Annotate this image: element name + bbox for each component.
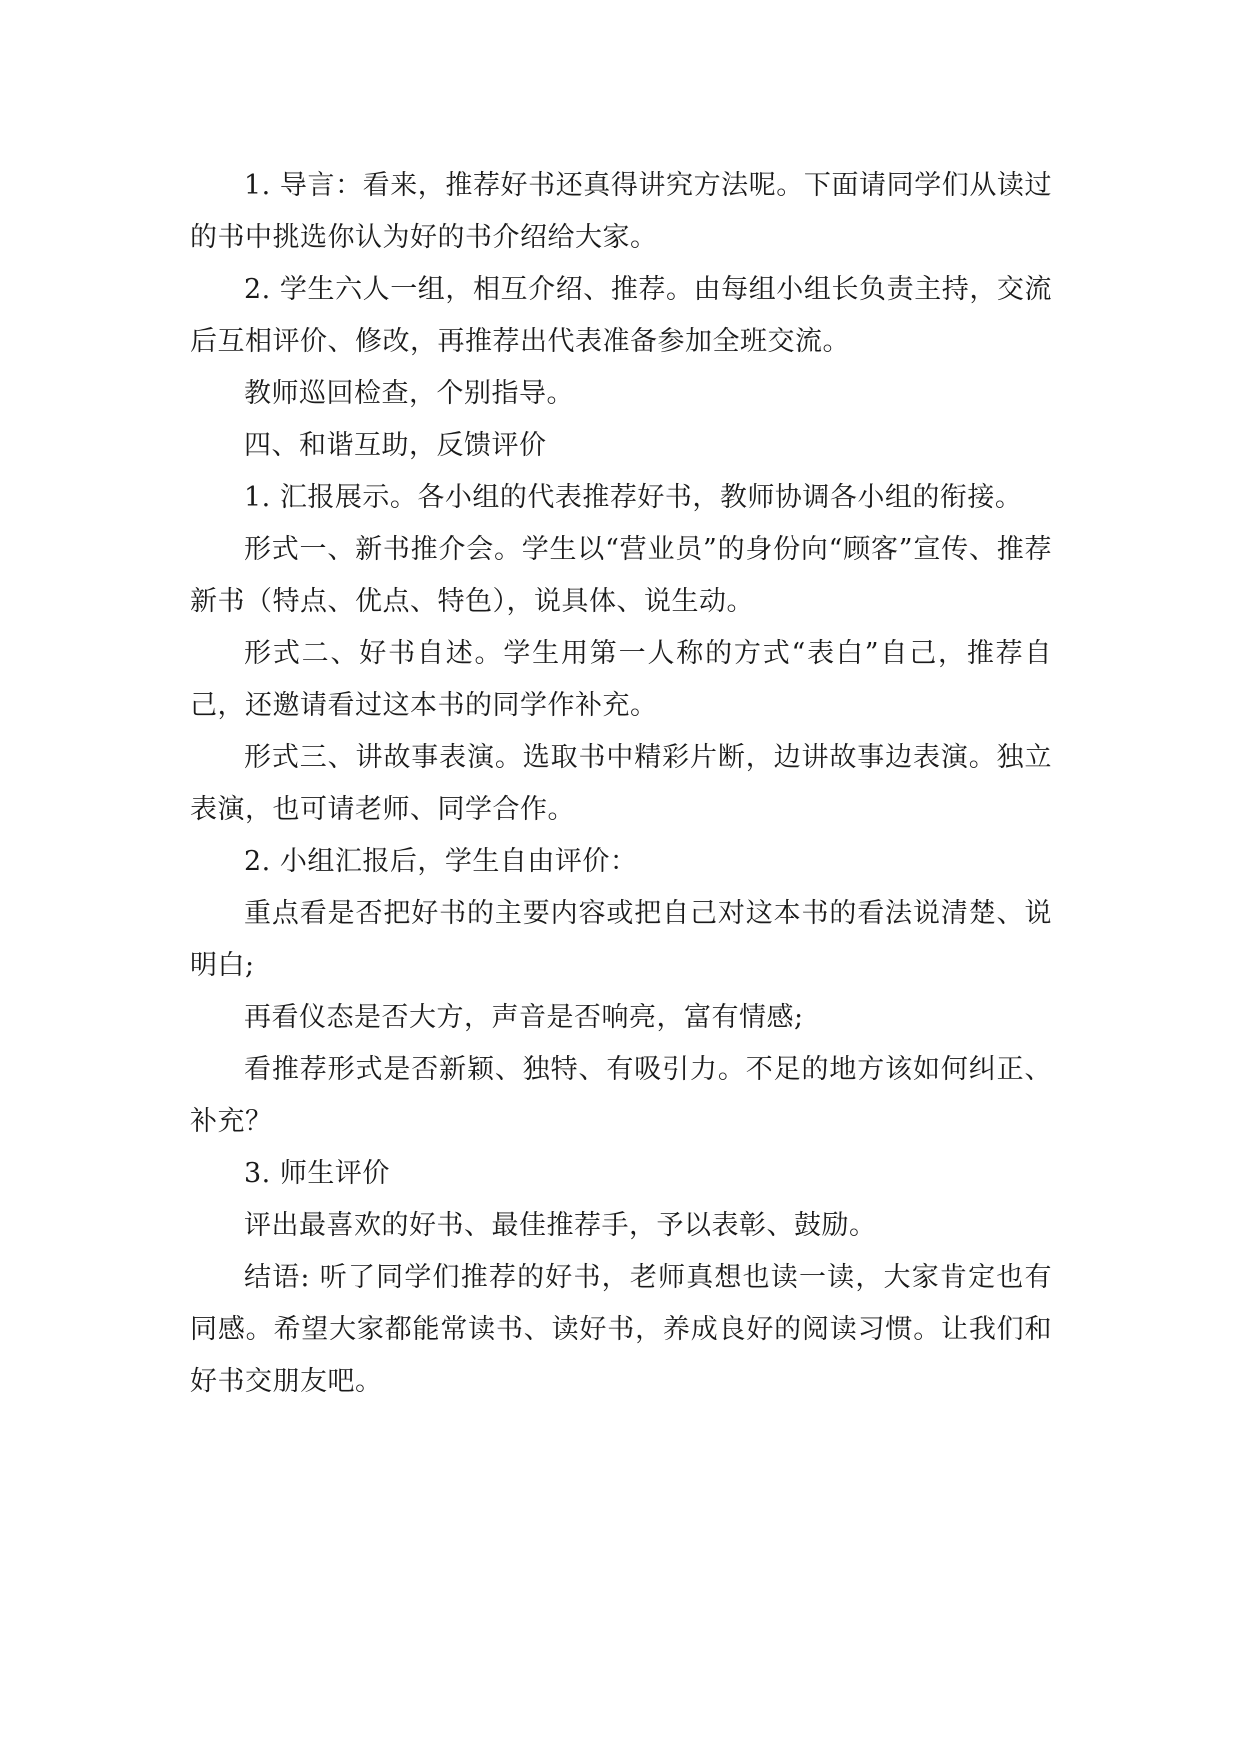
paragraph-criteria-form: 看推荐形式是否新颖、独特、有吸引力。不足的地方该如何纠正、补充？	[190, 1054, 1052, 1137]
section-heading-feedback: 四、和谐互助，反馈评价	[244, 430, 547, 461]
paragraph-awards: 评出最喜欢的好书、最佳推荐手，予以表彰、鼓励。	[244, 1210, 877, 1241]
paragraph-form-one: 形式一、新书推介会。学生以“营业员”的身份向“顾客”宣传、推荐新书（特点、优点、特色），说具体、说生动。	[190, 534, 1052, 617]
paragraph-group-work: 2. 学生六人一组，相互介绍、推荐。由每组小组长负责主持，交流后互相评价、修改，再推荐出代表准备参加全班交流。	[190, 274, 1052, 357]
paragraph-intro: 1. 导言：看来，推荐好书还真得讲究方法呢。下面请同学们从读过的书中挑选你认为好的书介绍给大家。	[190, 170, 1052, 253]
paragraph-report-show: 1. 汇报展示。各小组的代表推荐好书，教师协调各小组的衔接。	[244, 482, 1023, 513]
paragraph-form-three: 形式三、讲故事表演。选取书中精彩片断，边讲故事边表演。独立表演，也可请老师、同学合作。	[190, 742, 1052, 825]
paragraph-teacher-student-eval: 3. 师生评价	[244, 1158, 390, 1189]
paragraph-form-two: 形式二、好书自述。学生用第一人称的方式“表白”自己，推荐自己，还邀请看过这本书的同学作补充。	[190, 638, 1052, 721]
document-body	[190, 160, 1052, 1408]
paragraph-criteria-content: 重点看是否把好书的主要内容或把自己对这本书的看法说清楚、说明白;	[190, 898, 1052, 981]
paragraph-criteria-manner: 再看仪态是否大方，声音是否响亮，富有情感;	[244, 1002, 804, 1033]
paragraph-teacher-check: 教师巡回检查，个别指导。	[244, 378, 574, 409]
paragraph-conclusion: 结语: 听了同学们推荐的好书，老师真想也读一读，大家肯定也有同感。希望大家都能常读书、读好书，养成良好的阅读习惯。让我们和好书交朋友吧。	[190, 1262, 1052, 1397]
paragraph-group-report: 2. 小组汇报后，学生自由评价：	[244, 846, 638, 877]
